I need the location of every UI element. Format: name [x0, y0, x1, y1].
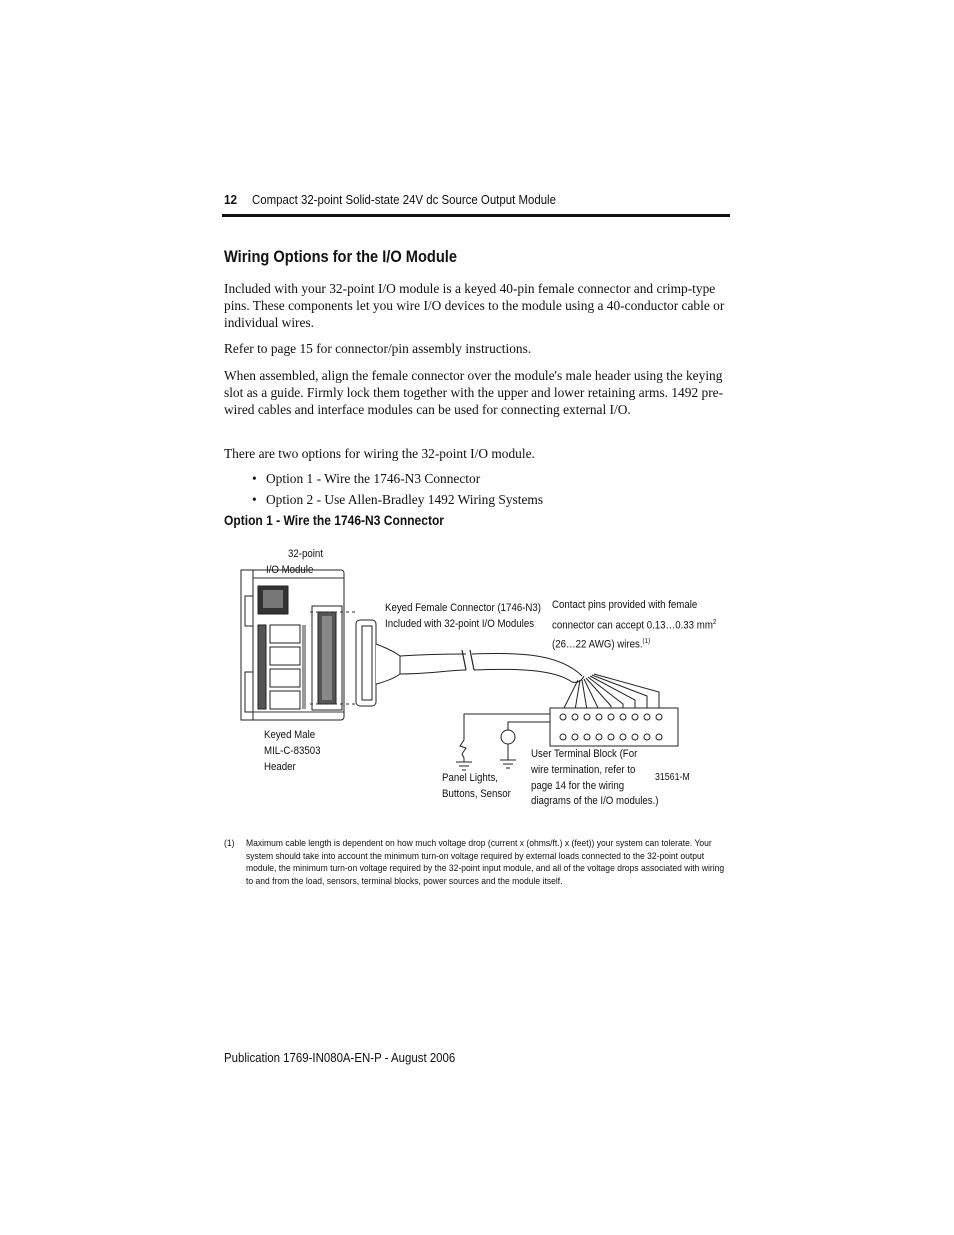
page-number: 12 — [224, 192, 238, 207]
list-item-text: Option 2 - Use Allen-Bradley 1492 Wiring Systems — [266, 492, 544, 507]
paragraph-refer: Refer to page 15 for connector/pin assembly instructions. — [224, 341, 532, 356]
label-panel-line1: Panel Lights, — [442, 772, 498, 784]
figure-id: 31561-M — [655, 772, 690, 783]
list-item-text: Option 1 - Wire the 1746-N3 Connector — [266, 471, 481, 486]
footnote-ref: (1) — [642, 638, 651, 645]
label-male-line2: MIL-C-83503 — [264, 745, 321, 757]
footnote-marker: (1) — [224, 838, 235, 849]
label-utb-line2: wire termination, refer to — [531, 764, 636, 776]
running-title: Compact 32-point Solid-state 24V dc Source Output Module — [252, 192, 556, 207]
label-panel-line2: Buttons, Sensor — [442, 788, 511, 800]
bullet-icon: • — [252, 471, 257, 486]
label-module-line1: 32-point — [288, 548, 323, 560]
label-module-line2: I/O Module — [266, 564, 314, 576]
label-utb-line4: diagrams of the I/O modules.) — [531, 795, 659, 807]
female-connector-illustration — [356, 620, 400, 706]
bullet-icon: • — [252, 492, 257, 507]
footnote-text: Maximum cable length is dependent on how much voltage drop (current x (ohms/ft.) x (feet)) your system can tolerate. Your system should take into account the minimum turn-on voltage required by external loads connected to the 32-point output module, the minimum turn-on voltage required by the 32-point input module, and all of the voltage drops associated with wiring to and from the load, sensors, terminal blocks, power sources and the module itself. — [246, 838, 725, 887]
label-pins-line1: Contact pins provided with female — [552, 599, 698, 611]
subsection-title: Option 1 - Wire the 1746-N3 Connector — [224, 512, 444, 528]
publication-footer: Publication 1769-IN080A-EN-P - August 2006 — [224, 1050, 456, 1065]
cable-illustration — [400, 650, 584, 682]
io-module-illustration — [241, 570, 344, 720]
label-utb-line1: User Terminal Block (For — [531, 748, 638, 760]
label-male-line3: Header — [264, 761, 296, 773]
user-terminal-block — [550, 708, 678, 746]
section-title: Wiring Options for the I/O Module — [224, 247, 457, 266]
label-pins-line3: (26…22 AWG) wires.$^{(1)}$ — [552, 638, 651, 651]
label-pins-line2: connector can accept 0.13…0.33 $mm^2$ — [552, 619, 717, 632]
paragraph-options: There are two options for wiring the 32-point I/O module. — [224, 446, 535, 461]
paragraph-assembly: When assembled, align the female connector over the module's male header using the keying slot as a guide. Firmly lock them together with the upper and lower retaining arms. 1492 pre-wired cables and interface modules can be used for connecting external I/O. — [224, 368, 724, 417]
label-female-line1: Keyed Female Connector (1746-N3) — [385, 602, 542, 614]
label-female-line2: Included with 32-point I/O Modules — [385, 618, 535, 630]
label-male-line1: Keyed Male — [264, 729, 316, 741]
label-utb-line3: page 14 for the wiring — [531, 780, 625, 792]
paragraph-intro: Included with your 32-point I/O module is a keyed 40-pin female connector and crimp-type pins. These components let you wire I/O devices to the module using a 40-conductor cable or individual wires. — [224, 281, 725, 330]
